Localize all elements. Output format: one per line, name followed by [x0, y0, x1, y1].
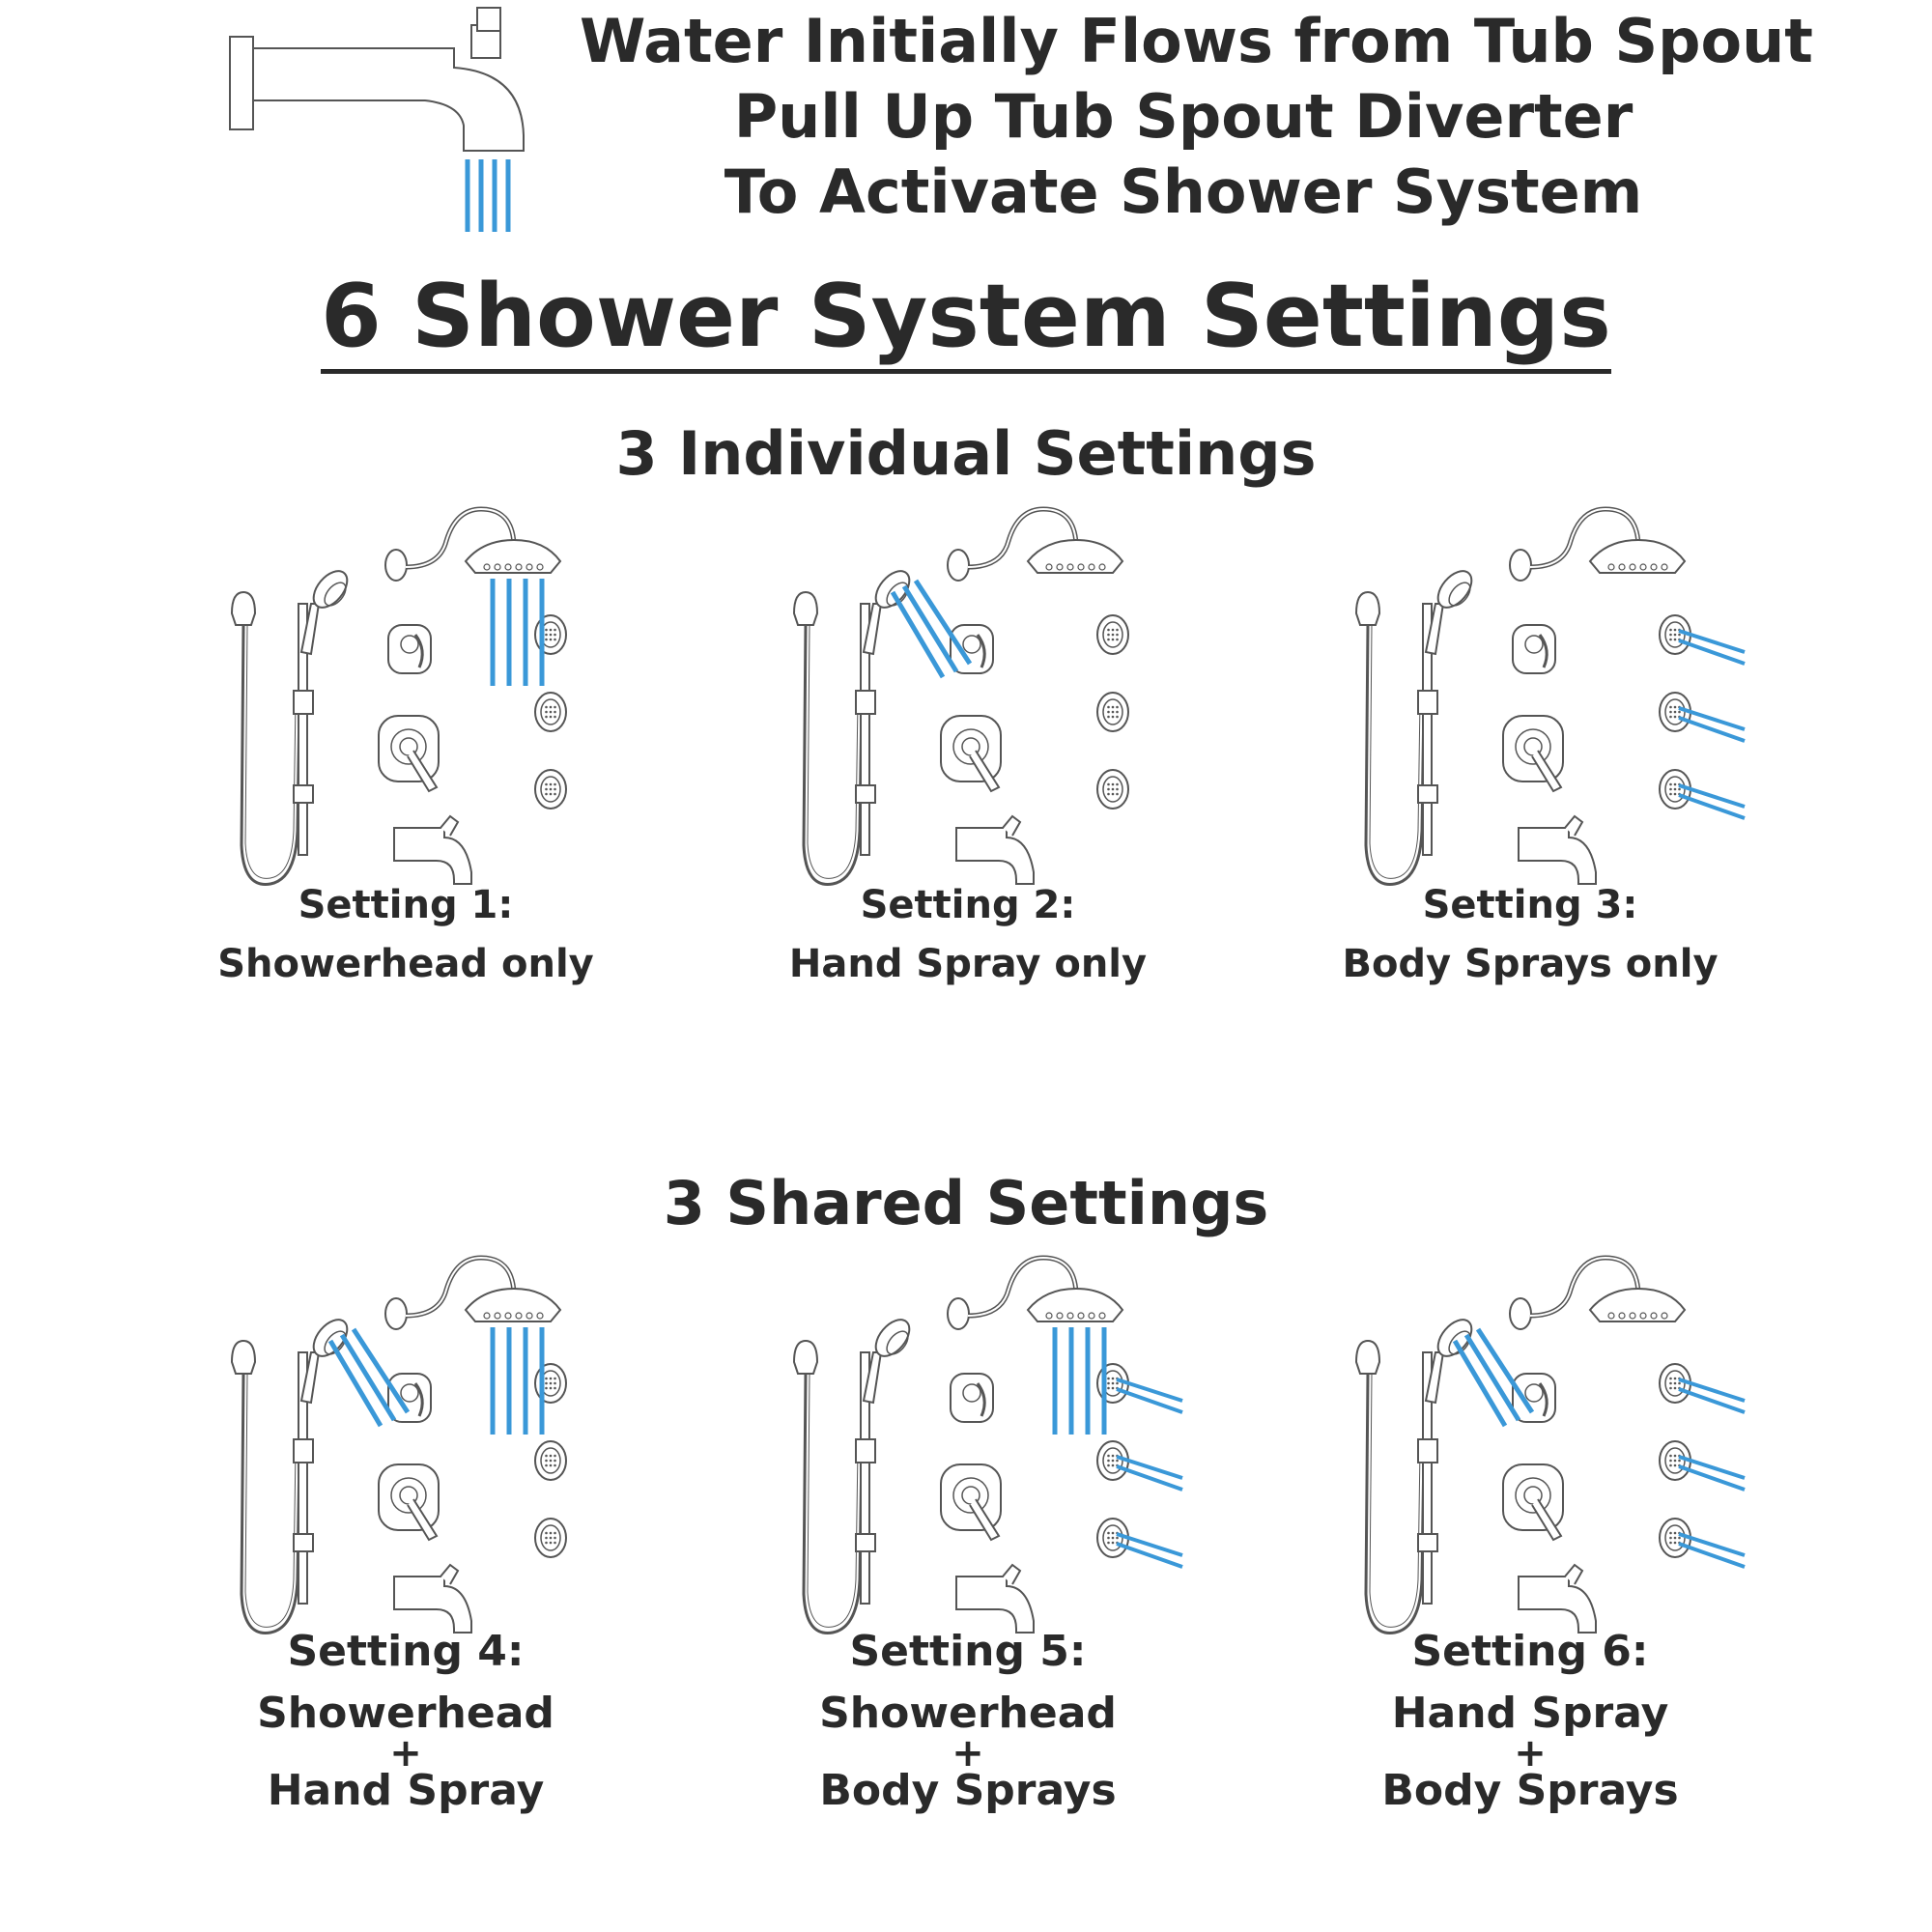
thermostatic-valve-trim-icon — [379, 1464, 439, 1540]
body-spray-jet-icon — [1097, 693, 1128, 731]
rain-showerhead-icon — [1510, 509, 1685, 581]
main-title: 6 Shower System Settings — [321, 266, 1611, 374]
setting-4-plus: + — [389, 1731, 422, 1776]
setting-6-diagram — [1347, 1246, 1714, 1642]
setting-4-label: Setting 4: — [287, 1627, 525, 1676]
body-spray-jet-icon — [535, 1441, 566, 1480]
intro-line-2: Pull Up Tub Spout Diverter — [733, 81, 1634, 152]
rain-showerhead-icon — [948, 509, 1122, 581]
diverter-trim-icon — [951, 625, 993, 673]
diverter-trim-icon — [951, 1374, 993, 1422]
shared-settings-title: 3 Shared Settings — [663, 1168, 1269, 1238]
body-spray-water-stream — [1679, 631, 1745, 818]
thermostatic-valve-trim-icon — [941, 716, 1001, 791]
intro-line-1: Water Initially Flows from Tub Spout — [580, 6, 1813, 76]
setting-3-label: Setting 3: — [1422, 883, 1638, 927]
rain-showerhead-icon — [948, 1258, 1122, 1329]
hand-shower-icon — [1426, 1314, 1478, 1403]
setting-3-diagram — [1347, 497, 1714, 894]
diverter-trim-icon — [388, 625, 431, 673]
setting-6-label: Setting 6: — [1411, 1627, 1649, 1676]
setting-5-desc-b: Body Sprays — [819, 1766, 1117, 1815]
setting-6-desc-a: Hand Spray — [1391, 1689, 1669, 1738]
setting-1-desc: Showerhead only — [217, 942, 594, 986]
shower-hose — [242, 625, 299, 885]
setting-5-desc-a: Showerhead — [819, 1689, 1117, 1738]
body-spray-jet-icon — [1097, 770, 1128, 809]
setting-5-diagram — [784, 1246, 1151, 1642]
hand-shower-icon — [864, 565, 916, 654]
hand-shower-icon — [1426, 565, 1478, 654]
body-spray-jet-icon — [535, 693, 566, 731]
shower-hose — [804, 625, 862, 885]
shower-hose — [242, 1374, 299, 1634]
setting-4-desc-a: Showerhead — [257, 1689, 554, 1738]
hose-holder-icon — [1356, 1341, 1379, 1374]
hand-shower-icon — [864, 1314, 916, 1403]
thermostatic-valve-trim-icon — [379, 716, 439, 791]
hand-shower-icon — [301, 565, 354, 654]
hose-holder-icon — [232, 1341, 255, 1374]
individual-settings-title: 3 Individual Settings — [615, 418, 1317, 489]
setting-3-desc: Body Sprays only — [1342, 942, 1719, 986]
setting-4-diagram — [222, 1246, 589, 1642]
setting-4-desc-b: Hand Spray — [267, 1766, 545, 1815]
setting-1-diagram — [222, 497, 589, 894]
diverter-trim-icon — [388, 1374, 431, 1422]
thermostatic-valve-trim-icon — [1503, 1464, 1563, 1540]
tub-spout-illustration — [222, 0, 531, 242]
hose-holder-icon — [794, 1341, 817, 1374]
diverter-trim-icon — [1513, 1374, 1555, 1422]
body-spray-water-stream — [1679, 1379, 1745, 1567]
hose-holder-icon — [1356, 592, 1379, 625]
setting-6-plus: + — [1514, 1731, 1547, 1776]
body-spray-jet-icon — [535, 1519, 566, 1557]
body-spray-jet-icon — [535, 770, 566, 809]
body-spray-water-stream — [1117, 1379, 1182, 1567]
intro-line-3: To Activate Shower System — [724, 156, 1643, 227]
diverter-trim-icon — [1513, 625, 1555, 673]
setting-2-desc: Hand Spray only — [788, 942, 1148, 986]
hose-holder-icon — [794, 592, 817, 625]
setting-2-diagram — [784, 497, 1151, 894]
rain-showerhead-icon — [385, 1258, 560, 1329]
rain-showerhead-icon — [1510, 1258, 1685, 1329]
rain-showerhead-icon — [385, 509, 560, 581]
hose-holder-icon — [232, 592, 255, 625]
shower-hose — [1366, 1374, 1424, 1634]
thermostatic-valve-trim-icon — [941, 1464, 1001, 1540]
body-spray-jet-icon — [1097, 615, 1128, 654]
setting-1-label: Setting 1: — [298, 883, 514, 927]
setting-6-desc-b: Body Sprays — [1381, 1766, 1679, 1815]
shower-hose — [1366, 625, 1424, 885]
tub-spout-icon — [956, 816, 1034, 884]
shower-hose — [804, 1374, 862, 1634]
setting-5-plus: + — [952, 1731, 984, 1776]
setting-5-label: Setting 5: — [849, 1627, 1087, 1676]
tub-spout-icon — [394, 816, 471, 884]
tub-spout-icon — [1519, 816, 1596, 884]
thermostatic-valve-trim-icon — [1503, 716, 1563, 791]
setting-2-label: Setting 2: — [860, 883, 1076, 927]
hand-shower-icon — [301, 1314, 354, 1403]
